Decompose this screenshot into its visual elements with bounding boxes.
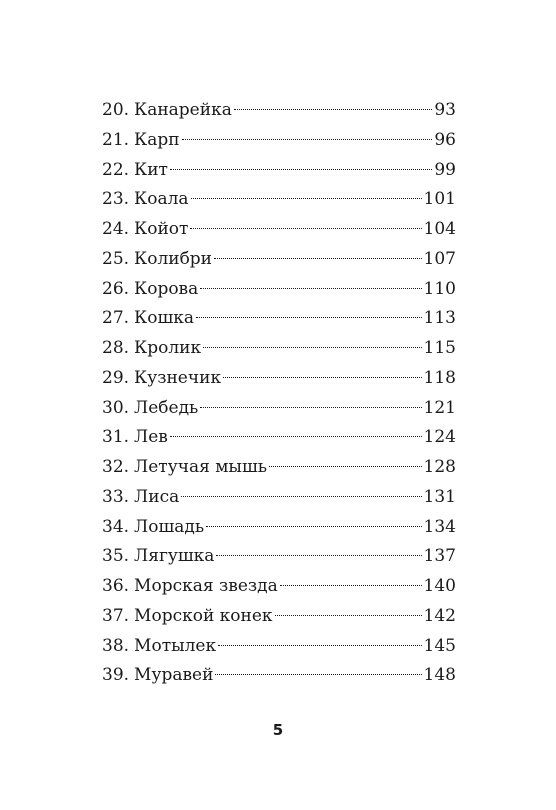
toc-entry-title: Колибри: [134, 248, 213, 269]
toc-entry[interactable]: [102, 632, 456, 662]
dot-leader: [203, 347, 421, 348]
table-of-contents: [102, 96, 456, 691]
dot-leader: [214, 258, 422, 259]
toc-entry-number: 31.: [102, 427, 130, 448]
dot-leader: [218, 645, 421, 646]
toc-entry-title: Морской конек: [134, 605, 273, 626]
toc-entry-title: Коала: [134, 189, 189, 210]
toc-entry-title: Кит: [134, 159, 168, 180]
dot-leader: [269, 466, 422, 467]
page-number: 5: [272, 721, 284, 739]
dot-leader: [170, 436, 422, 437]
toc-entry-number: 23.: [102, 189, 130, 210]
toc-entry-title: Корова: [134, 278, 199, 299]
toc-entry[interactable]: [102, 96, 456, 126]
dot-leader: [191, 198, 422, 199]
toc-entry-page: 140: [423, 576, 456, 596]
dot-leader: [200, 288, 421, 289]
toc-entry-number: 37.: [102, 605, 130, 626]
toc-entry-page: 113: [423, 308, 456, 329]
toc-entry-number: 34.: [102, 516, 130, 537]
toc-entry[interactable]: [102, 126, 456, 156]
toc-entry-page: 99: [434, 159, 456, 180]
dot-leader: [275, 615, 422, 616]
toc-entry-title: Летучая мышь: [134, 457, 268, 477]
toc-entry[interactable]: [102, 423, 456, 453]
toc-entry-page: 124: [423, 427, 456, 448]
dot-leader: [190, 228, 421, 229]
toc-entry-title: Канарейка: [134, 100, 232, 120]
toc-entry[interactable]: [102, 483, 456, 513]
toc-entry-page: 142: [423, 605, 456, 626]
toc-entry[interactable]: [102, 572, 456, 602]
dot-leader: [216, 555, 421, 556]
toc-entry-page: 134: [423, 516, 456, 537]
toc-entry-page: 131: [423, 486, 456, 507]
toc-entry[interactable]: [102, 245, 456, 275]
toc-entry[interactable]: [102, 334, 456, 364]
toc-entry-title: Карп: [134, 129, 180, 150]
toc-entry-title: Лягушка: [134, 546, 215, 567]
toc-entry-number: 25.: [102, 248, 130, 269]
toc-entry-title: Кролик: [134, 338, 202, 358]
toc-entry-number: 28.: [102, 338, 130, 358]
toc-entry-number: 21.: [102, 129, 130, 150]
toc-entry-title: Лиса: [134, 486, 180, 507]
toc-entry-page: 137: [423, 546, 456, 567]
toc-entry-page: 93: [434, 100, 456, 120]
toc-entry-title: Лебедь: [134, 397, 199, 418]
toc-entry-page: 110: [423, 278, 456, 299]
toc-entry-page: 107: [423, 248, 456, 269]
toc-entry-page: 118: [423, 367, 456, 388]
toc-entry-page: 96: [434, 129, 456, 150]
toc-entry-number: 29.: [102, 367, 130, 388]
toc-entry-page: 121: [423, 397, 456, 418]
toc-entry-title: Кошка: [134, 308, 195, 329]
toc-entry-page: 115: [423, 338, 456, 358]
toc-entry[interactable]: [102, 513, 456, 543]
toc-entry-title: Лошадь: [134, 516, 205, 537]
toc-entry-page: 104: [423, 219, 456, 239]
toc-entry[interactable]: [102, 661, 456, 691]
toc-entry[interactable]: [102, 602, 456, 632]
toc-entry-title: Лев: [134, 427, 168, 448]
toc-entry-number: 32.: [102, 457, 130, 477]
toc-entry-title: Муравей: [134, 665, 214, 686]
toc-entry-number: 24.: [102, 219, 130, 239]
toc-entry-number: 33.: [102, 486, 130, 507]
dot-leader: [280, 585, 422, 586]
toc-entry[interactable]: [102, 215, 456, 245]
toc-entry-page: 145: [423, 635, 456, 656]
toc-entry[interactable]: [102, 453, 456, 483]
toc-entry-title: Морская звезда: [134, 576, 278, 596]
dot-leader: [200, 407, 421, 408]
toc-entry-number: 38.: [102, 635, 130, 656]
toc-entry-number: 26.: [102, 278, 130, 299]
toc-entry[interactable]: [102, 275, 456, 305]
toc-entry-title: Кузнечик: [134, 367, 222, 388]
toc-entry-title: Койот: [134, 219, 189, 239]
toc-entry-page: 101: [423, 189, 456, 210]
dot-leader: [170, 169, 432, 170]
toc-entry[interactable]: [102, 185, 456, 215]
toc-entry-number: 22.: [102, 159, 130, 180]
dot-leader: [215, 674, 421, 675]
toc-entry-number: 36.: [102, 576, 130, 596]
toc-entry-number: 35.: [102, 546, 130, 567]
dot-leader: [234, 109, 433, 110]
toc-entry[interactable]: [102, 304, 456, 334]
toc-entry-page: 128: [423, 457, 456, 477]
dot-leader: [181, 496, 421, 497]
toc-entry-number: 20.: [102, 100, 130, 120]
toc-entry[interactable]: [102, 364, 456, 394]
toc-entry-title: Мотылек: [134, 635, 217, 656]
toc-entry[interactable]: [102, 542, 456, 572]
toc-entry[interactable]: [102, 394, 456, 424]
toc-entry-number: 27.: [102, 308, 130, 329]
toc-entry-number: 30.: [102, 397, 130, 418]
toc-entry[interactable]: [102, 156, 456, 186]
dot-leader: [206, 526, 421, 527]
dot-leader: [223, 377, 421, 378]
dot-leader: [196, 317, 422, 318]
toc-entry-number: 39.: [102, 665, 130, 686]
toc-entry-page: 148: [423, 665, 456, 686]
dot-leader: [182, 139, 433, 140]
